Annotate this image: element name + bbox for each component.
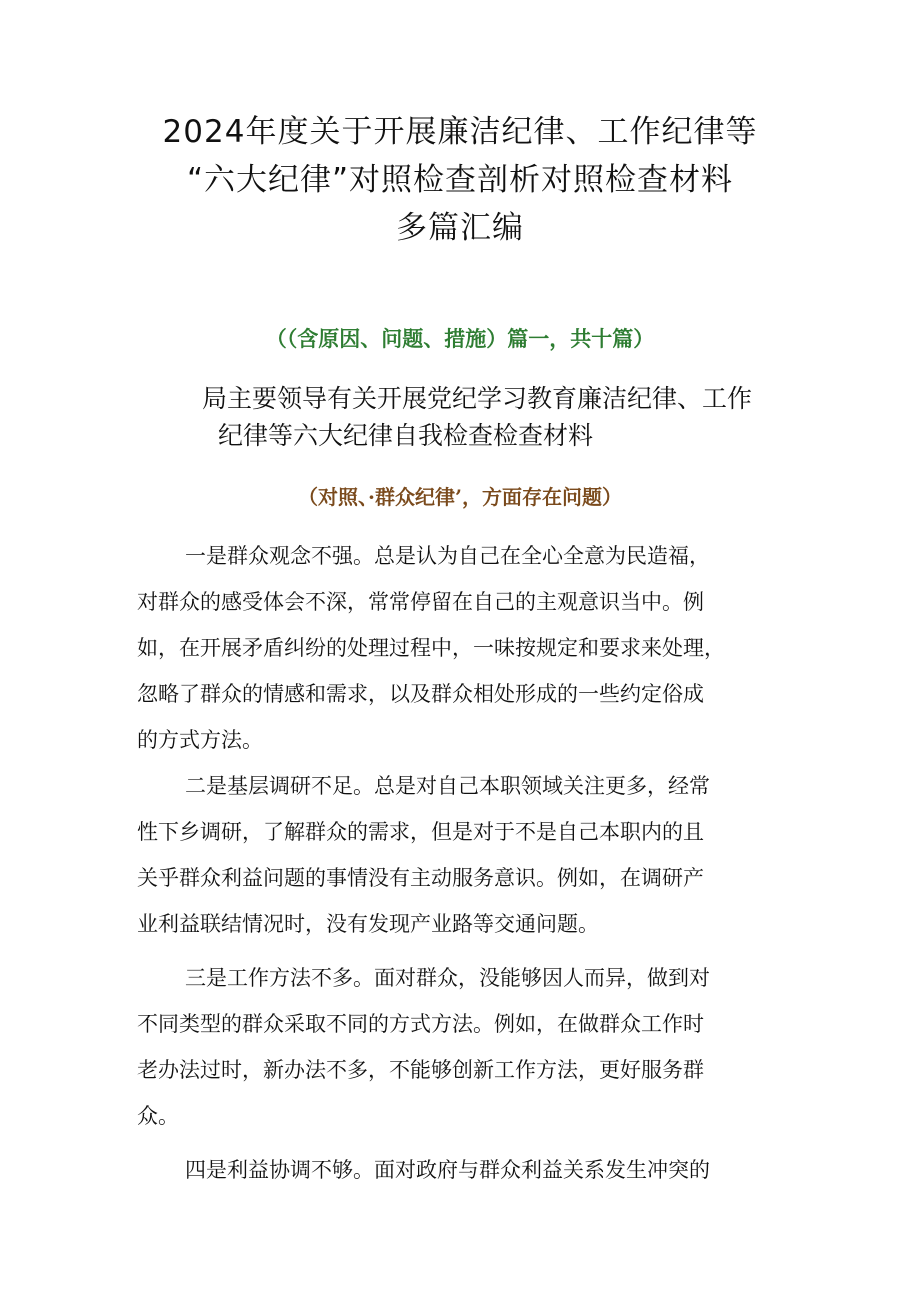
paragraph-line: 四是利益协调不够。面对政府与群众利益关系发生冲突的 bbox=[185, 1158, 710, 1182]
section-title: （对照、·群众纪律’，方面存在问题） bbox=[298, 485, 622, 509]
paragraph-line: 业利益联结情况时，没有发现产业路等交通问题。 bbox=[137, 912, 599, 936]
title-line-2: “六大纪律”对照检查剖析对照检查材料 bbox=[186, 162, 734, 198]
title-line-3: 多篇汇编 bbox=[396, 210, 524, 246]
section-heading bbox=[140, 380, 820, 454]
paragraph-line: 二是基层调研不足。总是对自己本职领域关注更多，经常 bbox=[185, 774, 710, 798]
paragraph-3 bbox=[137, 955, 797, 1139]
title-line-1: 2024年度关于开展廉洁纪律、工作纪律等 bbox=[162, 114, 758, 150]
paragraph-line: 的方式方法。 bbox=[137, 728, 263, 752]
paragraph-line: 众。 bbox=[137, 1104, 179, 1128]
document-subtitle: （（含原因、问题、措施）篇一，共十篇） bbox=[265, 326, 655, 351]
paragraph-line: 一是群众观念不强。总是认为自己在全心全意为民造福， bbox=[185, 544, 710, 568]
paragraph-line: 老办法过时，新办法不多，不能够创新工作方法，更好服务群 bbox=[137, 1058, 704, 1082]
paragraph-1 bbox=[137, 533, 797, 763]
paragraph-line: 如，在开展矛盾纠纷的处理过程中，一味按规定和要求来处理， bbox=[137, 636, 725, 660]
paragraph-line: 性下乡调研，了解群众的需求，但是对于不是自己本职内的且 bbox=[137, 820, 704, 844]
paragraph-4 bbox=[137, 1147, 797, 1193]
paragraph-2 bbox=[137, 763, 797, 947]
paragraph-line: 对群众的感受体会不深，常常停留在自己的主观意识当中。例 bbox=[137, 590, 704, 614]
heading-line-2: 纪律等六大纪律自我检查检查材料 bbox=[218, 421, 594, 450]
paragraph-line: 忽略了群众的情感和需求，以及群众相处形成的一些约定俗成 bbox=[137, 682, 704, 706]
paragraph-line: 三是工作方法不多。面对群众，没能够因人而异，做到对 bbox=[185, 966, 710, 990]
heading-line-1: 局主要领导有关开展党纪学习教育廉洁纪律、工作 bbox=[202, 384, 753, 413]
paragraph-line: 关乎群众利益问题的事情没有主动服务意识。例如，在调研产 bbox=[137, 866, 704, 890]
paragraph-line: 不同类型的群众采取不同的方式方法。例如，在做群众工作时 bbox=[137, 1012, 704, 1036]
document-title bbox=[100, 108, 820, 252]
